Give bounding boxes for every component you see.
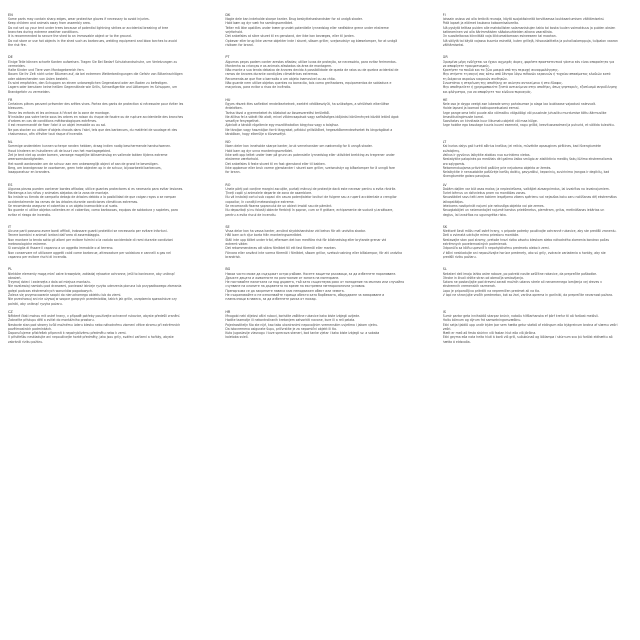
instruction-line: Nu vă instalați cortul sub copaci din cauza potențialelor lovituri de fulgere sau a ruperii accidentale a crengilor [225,195,397,200]
instruction-line: Nestatykite palapinės po medžiais dėl galimo žaibo smūgio ar atsitiktinio medžių šakų lūžimo ekstremaliomis [442,157,613,162]
language-section [443,98,632,140]
instruction-line: Hold børn og dyr væk fra samlingsområdet. [225,21,294,26]
instruction-line: degļus, lai izvairītos no ugunsgrēka riska. [442,212,507,217]
instruction-line: Μην στήνετε τη σκηνή σας κάτω από δέντρα λόγω πιθανών κεραυνών ή τυχαίου σπασίματος κλαδιών κατά [442,72,611,77]
instruction-line: Ne tároljon vagy használjon forró tárgyakat, például grillsütőket, hegesztőberendezéseket és lángvágókat a [225,127,393,132]
instruction-line: Vissa delar kan ha vassa kanter, använd skyddshandskar vid behov för att undvika skador. [225,229,366,234]
instruction-line: N'installez pas votre tente sous les arbres en raison du risque de foudre ou de rupture accidentelle des branches [8,114,184,119]
language-section [8,183,197,225]
language-code: SK [442,224,448,229]
instruction-line: Ärge hoidke ega kasutage kuuris kuumi esemeid, nagu grillid, keevitusseadmed ja puhurid, et vältida tuleohtu. [442,123,615,128]
instruction-line: Не поставяйте палатката си под дървета, тъй като съществува риск от попадение на мълния или случайно [225,280,405,285]
instruction-line: oro sąlygomis. [442,161,466,166]
instruction-line: extrémnych poveternostných podmienok. [442,242,508,247]
instruction-line: veszélye fenyegethet. [225,119,260,124]
language-section [225,13,414,55]
instruction-line: the risk fire. [8,42,27,47]
instruction-line: Nekateri deli imajo lahko ostre robove, po potrebi nosite zaščitne rokavice, da preprečite poškodbe. [442,271,598,276]
instruction-line: It is recommended to secure the shed to an immovable object or to the ground. [8,34,132,39]
instruction-line: capanno per evitare rischi di incendio. [8,254,68,259]
instruction-line: Si consiglia di fissare il capanno a un oggetto immobile o al terreno. [8,246,114,251]
language-section [225,183,414,225]
instruction-line: Det rekommenderas att säkra förrådet till ett fast föremål eller marken. [225,246,337,251]
instruction-line: ekstremnih vremenskih razmerah. [442,284,496,289]
instruction-line: hætta á eldsvoða. [442,339,471,344]
instruction-line: Συνιστάται η στερέωση της αποθήκης σε ακίνητο αντικείμενο ή στο έδαφος. [442,81,563,86]
instruction-line: Дръжте децата и животните на разстояние от зоната на монтиране. [225,275,340,280]
instruction-line: On suositeltavaa kiinnittää vaja liikkumattomaan esineeseen tai maahan. [442,34,557,39]
instruction-line: V kôlni neskladujte ani nepoužívajte horúce predmety, ako sú grily, zváracie zariadenia a horáky, aby ste [442,250,606,255]
instruction-line: Hodite tazmotje ili nekontroliranih kretanjem zatvorkiti navone, kure ili a reli pelata. [225,318,356,323]
instruction-line: ilmastikutingimuste korral. [442,114,484,119]
instruction-line: Tenez les enfants et les animaux à l'écart de la zone de montage. [8,110,110,115]
instruction-line: Nogle dele kan indeholde skarpe kanter. Brug beskyttelseshandsker for at undgå skader. [225,17,363,22]
instruction-line: Kai kurios dalys gali turėti aštrius kraštus; jei reikia, mūvėkite apsaugines pirštines, kad išvengtumėte [442,144,601,149]
instruction-line: Kuto Jugoslavije vlasnogu i tuve sprecava skeneri, kod tanke vjetar i kako biste izbjegli sv. a sobaka [225,331,380,336]
instruction-line: Neuzglabājiet un neizmantojiet nojumē karstus priekšmetus, piemēram, grilus, metināšanas iekārtas un [442,208,605,213]
instruction-line: Pidä lapset ja eläimet kaukana kokoamisalueelta. [442,21,520,26]
instruction-line: Ne állítsa fel a sátrát fák alatt, mivel villámcsapások vagy szélsőséges időjárási körülmények között letörő ágak [225,114,399,119]
instruction-line: Ställ inte upp tältet under träd, eftersom det kan medföra risk för blixtnedslag eller brytande grenar vid [225,237,387,242]
instruction-line: Turiet bērnus un dzīvniekus prom no montāžas zonas. [442,191,526,196]
instruction-line: weersomstandigheden. [8,157,45,162]
language-section [225,98,414,140]
instruction-line: Niektóre elementy mogą mieć ostre krawędzie, zakładaj rękawice ochronne, jeśli to konieczne, aby uniknąć [8,271,175,276]
instruction-line: Mnogobi neki dijelovi oštri rubovi, koristite zaštitne rukavice kako biste izbjegli ozljede. [225,313,361,318]
instruction-line: Препоръчва се да закрепите навеса към неподвижен обект или земята. [225,288,345,293]
instruction-line: Ikke oppbevar eller bruk varme gjenstander i skuret som griller, sveiseutstyr og blåselamper for å unngå fare [225,165,395,170]
instruction-line: Ikke sett opp teltet under trær på grunn av potensielle lynnedslag eller utilsiktet brekking av tregrener under [225,152,395,157]
instruction-line: érdekében. [225,106,243,111]
instruction-line: Ekki setja tjaldið upp undir trjám þar sem hætta getur stafað af eldingum eða trjágreinum brotna af slæmu veðri [442,322,618,327]
instruction-line: Tenere bambini e animali lontani dall'area di assemblaggio. [8,233,101,238]
instruction-line: Rekomenduojama pritvirtinti pašiūrę prie nejudamo objekto ar žemės. [442,165,552,170]
language-code: SE [225,224,230,229]
instruction-line: να αποφύγετε τραυματισμούς. [442,63,491,68]
instruction-line: obrażeń. [8,275,22,280]
instruction-line: Algunas piezas pueden contener bordes afilados; utilice guantes protectores si es necesario para evitar lesiones. [8,186,184,191]
instruction-line: Håll barn och djur borta från monteringsområdet. [225,233,303,238]
instruction-line: välttämiseksi. [442,42,465,47]
instruction-line: Noen deler kan inneholde skarpe kanter, bruk vernehansker om nødvendig for å unngå skader. [225,144,373,149]
instruction-line: Ekki geyma eða nota heita hluti á borð við grill, suðubúnað og lóðlampa í skúrnum svo þú forðist eldhættu að [442,335,613,340]
instruction-line: Ajánlott a tárolót rögzítenie egy mozdíthatatlan tárgyhoz vagy a talajhoz. [225,123,340,128]
instruction-line: for brann. [225,170,241,175]
instruction-line: ekstreme værforhold. [225,157,259,162]
instruction-line: accidentalmente las ramas de los árboles durante condiciones climáticas extremas. [8,199,139,204]
instruction-line: Egyes részek éles szélekkel rendelkezhetnek, ezekért védőkesztyűt, ha szükséges, a sérülések elkerülése [225,101,390,106]
language-code: NL [8,140,13,145]
language-code: PL [8,267,13,272]
language-code: DK [225,13,231,17]
instruction-line: Țineți copiii și animalele departe de zona de asamblare. [225,191,313,196]
instruction-line: ramos de árvores durante condições climatéricas extremas. [225,72,319,77]
language-code: EN [8,13,13,17]
instruction-line: brandrisk. [225,254,241,259]
instruction-line: Hold barn og dyr unna monteringsområdet. [225,148,293,153]
instruction-line: Mantenha as crianças e os animais afastados da área de montagem. [225,63,333,68]
language-section [225,310,414,352]
instruction-line: Se recomandă fixarea șopronului de un obiect imobil sau de pământ. [225,203,333,208]
instruction-line: Houd kinderen en huisdieren uit de buurt van het montagegebied. [8,148,112,153]
language-section [443,225,632,267]
instruction-line: Não monte a sua tenda debaixo de árvores devido à possibilidade de queda de raios ou de quebra acidental de [225,68,399,73]
language-section [225,225,414,267]
instruction-line: Doporučujeme přístřešek připevnit k nepohyblivému předmětu nebo k zemi. [8,331,127,336]
language-code: SL [442,267,447,272]
instruction-line: V lopi ne shranjujte vročih predmetov, kot so žari, varilna oprema in gorilniki, da preprečite nevarnost požara. [442,293,613,298]
instruction-line: išvengtumėte gaisro pavojaus. [442,174,491,179]
language-code: PT [225,55,230,60]
language-code: IT [8,224,12,229]
language-section [443,267,632,309]
instruction-line: Nele osa je dzyga veelgt ase lubeade servy pahdaumse ja alaga laa loukkaase vajaatust nalevvalt. [442,101,597,106]
instruction-line: Някои части може да съдържат остри ръбове. Носете защитни ръкавици, за да избегнете нараняване. [225,271,397,276]
instruction-line: tárolóban, hogy elkerülje a tűzveszélyt. [225,132,287,137]
instruction-line: Nelaikykite ir nenaudokite pašiūrėje karštų daiktų, pavyzdžiui, kepsninių, suvirinimo įrangos ir degiklių, kad [442,170,610,175]
instruction-line: Certaines pièces peuvent présenter des arêtes vives. Portez des gants de protection si nécessaire pour éviter les [8,101,184,106]
instruction-line: Neuzstādiet savu telti zem kokiem iespējamo zibens spērienu vai nejaušas koku zaru nolūšanas dēļ ekstremālos [442,195,617,200]
instruction-line: gałęzi podczas ekstremalnych warunków pogodowych. [8,288,93,293]
language-code: LT [442,140,447,145]
instruction-line: Het wordt aanbevolen om de schuur aan een onbeweeglijk object of aan de grond te bevestigen. [8,161,159,166]
language-code: HE [442,97,448,102]
instruction-line: Telter må ikke opstilles under træer grundet potentielle lynnedslag eller nedfaldne grene under ekstreme [225,25,389,30]
instruction-line: счупване на клоните на дърветата по време на екстремни метеорологични условия. [225,284,366,289]
language-code: GR [442,55,448,60]
language-section [8,140,197,182]
instruction-line: Recomenda-se que fixe o barracão a um objeto inamovível ou ao chão. [225,76,336,81]
instruction-line: Deti a zvieratá udržujte mimo priestoru montáže. [442,233,520,238]
instruction-line: Joissain osissa voi olla teräviä reunoja, käytä suojakäsineitä tarvittaessa loukkaantumisen välttämiseksi. [442,17,605,22]
language-code: LV [442,182,447,187]
instruction-line: copacilor, în condiții meteorologice extreme. [225,199,295,204]
instruction-line: Zaleca się przymocowanie szopki do nieruchomego obiektu lub do ziemi. [8,293,122,298]
instruction-line: Se recomienda asegurar el cobertizo a un objeto inamovible o al suelo. [8,203,119,208]
language-code: NO [225,140,231,145]
instruction-line: No guarde ni utilice objetos calientes en el cobertizo, como barbacoas, equipos de soldadura y sopletes, para [8,208,178,213]
language-section [443,183,632,225]
instruction-line: Mælt er með að festa skúrinn við fastan hlut eða við jörðina. [442,331,537,336]
language-section [8,267,197,309]
instruction-line: Do not store or use hot objects in the shed such as barbecues, welding equipment and blow torches to avoid [8,38,177,43]
language-section [8,225,197,267]
instruction-line: Nu depozitați și nu folosiți obiecte fierbinți în șopron, cum ar fi grătare, echipamente de sudură și arzătoare, [225,208,394,213]
instruction-line: chalumeaux, afin d'éviter tout risque d'incendie. [8,132,84,137]
instruction-line: Unele părți pot conține margini ascuțite, purtați mănuși de protecție dacă este necesar pentru a evita rănirile. [225,186,397,191]
instruction-line: blessures. [8,106,24,111]
instruction-line: Det anbefales å feste skuret til en fast gjenstand eller til bakken. [225,161,326,166]
instruction-line: Es wird empfohlen, den Schuppen an einem unbeweglichen Gegenstand oder am Boden zu befestigen. [8,81,169,86]
language-code: HR [225,309,231,314]
instruction-line: Hoide lapsed ja loomad kokkupanekualast eemal. [442,106,520,111]
language-section [8,310,197,352]
instruction-line: пламъчници в навеса, за да избегнете риска от пожар. [225,297,317,302]
instruction-line: koletoba svieli. [225,335,249,340]
instruction-line: Lagern oder benutzen keine heißen Gegenstände wie Grills, Schweißgeräte und Lötlampen im Schuppen, um [8,85,178,90]
language-column-2 [225,13,414,636]
language-section [8,55,197,97]
language-code: ES [8,182,13,187]
instruction-line: Не съхранявайте и не използвайте горещи обекти като барбекюта, оборудване за заваряване и [225,293,385,298]
instruction-line: Ärge pange oma telki puude alla võimaliku välgulöögi või puuokste juhusliku murdumise tõttu äärmuslike [442,110,607,115]
instruction-line: Zabraňte přístupu dětí a zvířat do montážního prostoru. [8,318,95,323]
instruction-line: Brandgefahr zu vermeiden. [8,89,51,94]
instruction-line: Μην αποθηκεύετε ή χρησιμοποιείτε ζεστά αντικείμενα στην αποθήκη, όπως ψησταριές, εξοπλισμό συγκόλλησης [442,85,618,90]
instruction-line: Vaikus ir gyvūnus laikykite atokiau nuo surinkimo vietos. [442,152,531,157]
instruction-line: Il est recommandé de fixer l'abri à un objet immobile ou au sol. [8,123,107,128]
instruction-line: Non montare la tenda sotto gli alberi per evitare fulmini o la caduta accidentale di rami durante condizioni [8,237,174,242]
instruction-line: predišli riziku požiaru. [442,254,477,259]
instruction-line: Älä säilytä tai käytä vajassa kuumia esineitä, kuten grillejä, hitsauslaitteita ja puhalluslamppuja, tulipalon vaaran [442,38,618,43]
instruction-line: Berg, om brandgevaar te voorkomen, geen hete objecten op in de schuur, bijvoorbeeld barbecues, [8,165,162,170]
language-section [8,13,197,55]
instruction-line: Mantenga a los niños y animales alejados de la zona de montaje. [8,191,110,196]
instruction-line: τη διάρκεια ακραίων καιρικών συνθηκών. [442,76,508,81]
language-code: CZ [8,309,13,314]
instruction-line: lasapparatuur en branders. [8,170,51,175]
language-code: RO [225,182,231,187]
instruction-line: Nestavte stan pod stromy kvůli možnému úderu blesku nebo náhodnému zlomení větve stromu při extrémních [8,322,181,327]
instruction-line: Ne pas stocker ou utiliser d'objets chauds dans l'abri, tels que des barbecues, du matériel de soudage et des [8,127,178,132]
language-code: FR [8,97,13,102]
instruction-line: Bauen Sie Ihr Zelt nicht unter Bäumen auf, da bei extremen Wetterbedingungen die Gefahr von Blitzeinschlägen [8,72,183,77]
language-code: HU [225,97,231,102]
instruction-line: katkeaminen voi olla äärimmäisten sääolosuhteiden aikana vaarallista. [442,30,553,35]
instruction-line: Einige Teile können scharfe Kanten aufweisen. Tragen Sie Bei Bedarf Schutzhandschuhe, um Verletzungen zu [8,59,178,64]
instruction-line: Some parts may contain sharp edges, wear protective gloves if necessary to avoid injuries. [8,17,150,22]
instruction-line: veðri. [442,326,452,331]
instruction-line: vermeiden. [8,63,26,68]
instruction-line: Da istovremeno osigurate šupu, pričvrstite je za nepomični objekt ili tlo. [225,326,337,331]
instruction-line: Κρατήστε τα παιδιά και τα ζώα μακριά από την περιοχή συναρμολόγησης. [442,68,559,73]
language-section [225,140,414,182]
instruction-line: maçaricos, para evitar o risco de incêndio. [225,85,292,90]
instruction-line: palniki, aby uniknąć ryzyka pożaru. [8,301,63,306]
language-section [225,267,414,309]
language-section [225,55,414,97]
instruction-line: Ορισμένα μέρη ενδέχεται να έχουν αιχμηρές άκρες, φορέστε προστατευτικά γάντια εάν είναι απαραίτητο για [442,59,615,64]
instruction-line: branches during extreme weather conditions. [8,30,79,35]
instruction-line: Šotora ne postavljajte pod drevesi zaradi možnih udarov strele ali nenamernega lomljenja vej dreves v [442,280,602,285]
instruction-line: Não guarde nem utilize objetos quentes no barracão, tais como grelhadores, equipamentos de soldadura e [225,81,392,86]
instruction-line: Algumas peças podem conter arestas afiadas; utilize luvas de proteção, se necessário, para evitar ferimentos. [225,59,397,64]
instruction-line: Zet je tent niet op onder bomen, vanwege mogelijke blikseminslag en vallende takken tijdens extreme [8,152,168,157]
instruction-line: Sommige onderdelen kunnen scherpe randen hebben, draag indien nodig beschermende handschoenen. [8,144,172,149]
instruction-line: Keep children and animals away from assembly area. [8,21,91,26]
instruction-line: Alcune parti possono avere bordi affilati, indossare guanti protettivi se necessario per evitare infortuni. [8,229,168,234]
language-code: IS [442,309,446,314]
instruction-line: Sumir partar geta innihaldið skarpar brúnir, notaðu hlífðarhanska ef þörf krefur til að forðast meiðsli. [442,313,599,318]
instruction-line: Ieteicams nostiprināt nojumi pie nekustīga objekta vai pie zemes. [442,203,545,208]
language-section [443,310,632,352]
instruction-line: Některé části mohou mít ostré hrany, v případě potřeby používejte ochranné rukavice, abyste předešli zranění. [8,313,181,318]
instruction-line: evitar el riesgo de incendio. [8,212,52,217]
instruction-line: oder abbrechenden von Ästen besteht. [8,76,69,81]
instruction-line: και φλόγιστρα, για να αποφύγετε τον κίνδυνο πυρκαγιάς. [442,89,532,94]
instruction-line: Tartsa távol a gyermekeket és állatokat az összeszerelési területtől. [225,110,331,115]
language-section [8,98,197,140]
instruction-line: sužalojimų. [442,148,461,153]
instruction-line: Do not set up your tent under trees because of potential lightning strikes or accidental breaking of tree [8,25,169,30]
instruction-line: meteorologiche estreme. [8,242,47,247]
instruction-line: Förvara eller använd inte varma föremål i förrådet, såsom grillar, svetsutrustning eller blåslampor, för att undvika [225,250,402,255]
language-code: BG [225,267,231,272]
instruction-line: Halte Kinder und Tiere vom Montagebereich fern. [8,68,85,73]
instruction-line: d'arbres en cas de conditions météorologiques extrêmes. [8,119,97,124]
instruction-line: Pojednostiteljn što ste nijé, kao tako ukoniranimi nepovoljnim vremenskim uvjetima i jakom vjetru. [225,322,379,327]
instruction-line: Dažām daļām var būt asas malas; ja nepieciešams, valkājiet aizsargcimdus, lai izvairītos no ievainojumiem. [442,186,610,191]
instruction-line: Nestavajte stan pod stromy, pretože hrozí riziko zásahu bleskom alebo náhodného zlomenia konárov počas [442,237,609,242]
language-column-1 [8,13,197,636]
instruction-line: No instale su tienda de campaña debajo de árboles debido a la posibilidad de que caigan rayos o se rompan [8,195,177,200]
instruction-line: Älä pystytä telttaa puiden alle mahdollisten salamaniskujen takia tai koska tuulen voimakkuus ja puiden oksien [442,25,616,30]
instruction-line: Trzymaj dzieci i zwierzęta z dala od miejsca montażu. [8,280,91,285]
language-section [443,55,632,97]
instruction-line: Non conservare né utilizzare oggetti caldi come barbecue, attrezzature per saldatura e cannelli a gas nel [8,250,171,255]
instruction-line: Soovitatav on kinnitada kuur liikumatu objekti või maa külge. [442,119,538,124]
language-column-3 [443,13,632,636]
instruction-line: pentru a evita riscul de incendiu. [225,212,277,217]
instruction-line: Nie rozstawiaj namiotu pod drzewami, ponieważ istnieje ryzyko uderzenia pioruna lub przypadkowego złamania [8,284,182,289]
language-code: DE [8,55,13,60]
language-code: FI [442,13,446,17]
language-section [443,140,632,182]
instruction-line: Det anbefales at sikre skuret til en genstand, der ikke kan bevæges, eller til jorden. [225,34,355,39]
instruction-line: risikoen for brand. [225,42,254,47]
instruction-line: Nie przechowuj ani nie używaj w szopce gorących przedmiotów, takich jak grille, urządzenia spawalnicze czy [8,297,177,302]
instruction-line: povětrnostních podmínkách. [8,326,53,331]
instruction-line: Opbevar eller brug ikke varme objekter inde i skuret, såsom griller, svejseudstyr og blæselamper, for at undgå [225,38,398,43]
instruction-line: extremt väder. [225,242,249,247]
instruction-line: Haltu börnum og dýrum frá samsetningarsvæðinu. [442,318,522,323]
instruction-line: Lopo je priporočljivo pritrditi na nepremičen predmet ali na tla. [442,288,540,293]
instruction-line: V přístřešku neskladujte ani nepoužívejte horké předměty, jako jsou grily, svářecí zařízení a hořáky, abyste [8,335,174,340]
instruction-line: Niektoré časti môžu mať ostré hrany, v prípade potreby používajte ochranné rukavice, aby ste predišli zraneniu. [442,229,617,234]
instruction-line: Otroke in živali držite stran od območja sestavljanja. [442,275,524,280]
instruction-line: vejrforhold. [225,30,244,35]
instruction-line: Odporúča sa kôlňu upevniť k nepohyblivému predmetu alebo k zemi. [442,246,550,251]
language-section [443,13,632,55]
instruction-line: zabránili riziku požáru. [8,339,44,344]
instruction-line: laikapstākļos. [442,199,464,204]
